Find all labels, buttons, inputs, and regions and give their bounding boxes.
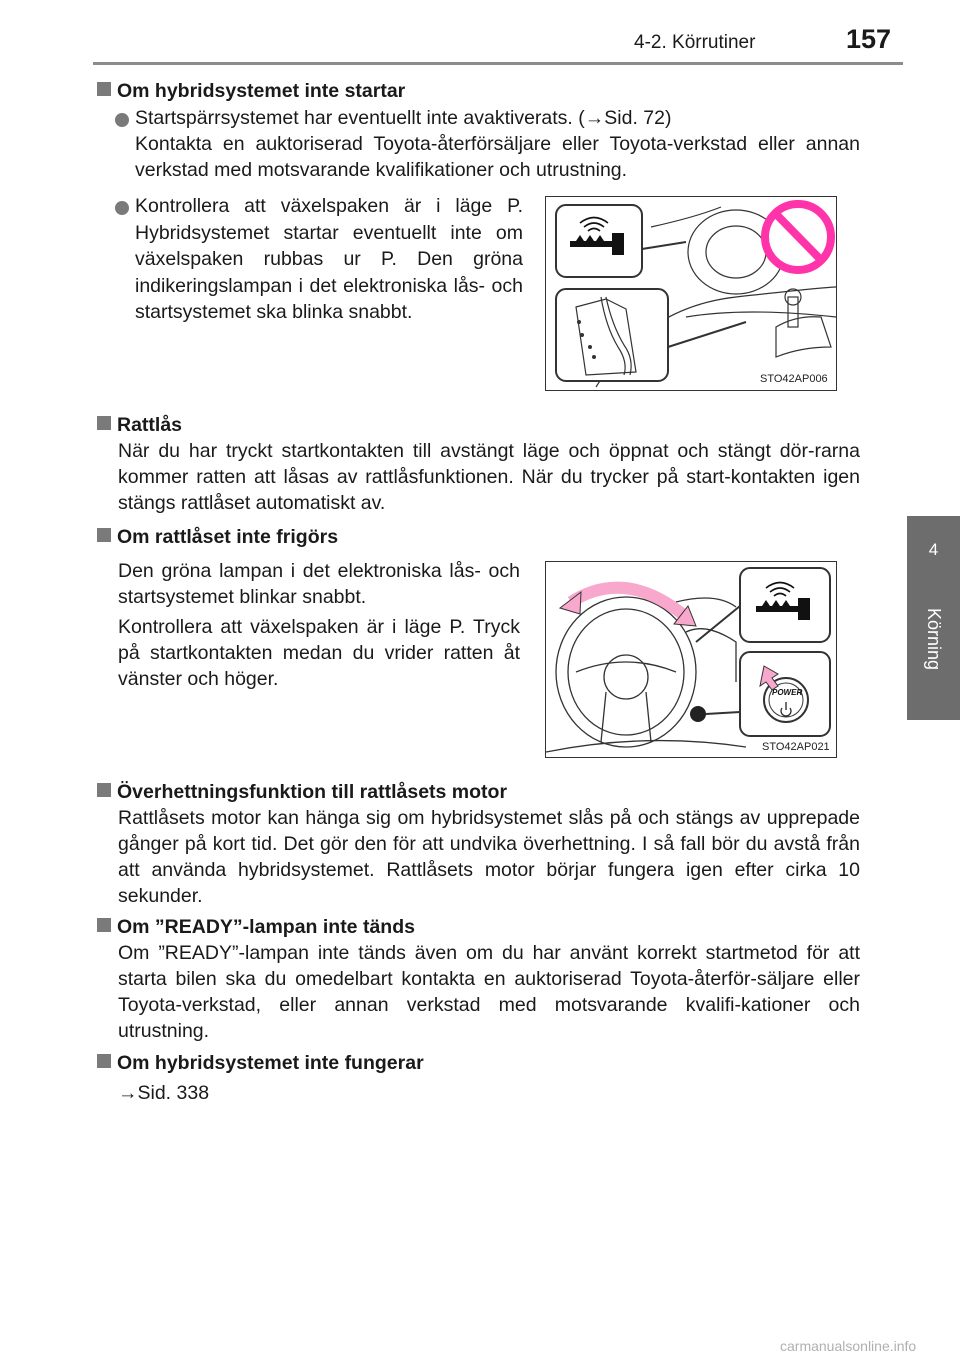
square-bullet-icon bbox=[97, 918, 111, 932]
section-heading: Rattlås bbox=[97, 412, 182, 438]
figure-code: STO42AP021 bbox=[762, 741, 830, 753]
figure-code: STO42AP006 bbox=[760, 373, 828, 385]
section-body: Om ”READY”-lampan inte tänds även om du har använt korrekt startmetod för att starta bilen ska du omedelbart kontakta en auktoriserad Toyota-återför-säljare eller Toyota-verkstad, eller annan verkstad med motsvarande kvalifi-kationer och utrustning. bbox=[118, 942, 860, 1042]
section-title: 4-2. Körrutiner bbox=[634, 32, 756, 53]
section-heading: Om hybridsystemet inte startar bbox=[97, 78, 405, 104]
header-rule bbox=[93, 62, 903, 65]
square-bullet-icon bbox=[97, 82, 111, 96]
section-heading: Om rattlåset inte frigörs bbox=[97, 524, 338, 550]
section-heading: Om hybridsystemet inte fungerar bbox=[97, 1050, 424, 1076]
page-reference: →Sid. 338 bbox=[118, 1082, 210, 1104]
round-bullet-icon bbox=[115, 201, 129, 215]
square-bullet-icon bbox=[97, 1054, 111, 1068]
section-body: Rattlåsets motor kan hänga sig om hybridsystemet slås på och stängs av upprepade gånger på kort tid. Det gör den för att undvika överhettning. I så fall bör du avstå från att använda hybridsystemet. Rattlåsets motor börjar fungera igen efter cirka 10 sekunder. bbox=[118, 807, 860, 907]
square-bullet-icon bbox=[97, 783, 111, 797]
steering-wheel-illustration bbox=[546, 562, 836, 757]
chapter-label-tab bbox=[907, 596, 960, 720]
square-bullet-icon bbox=[97, 416, 111, 430]
bullet-text: Startspärrsystemet har eventuellt inte avaktiverats. (→Sid. 72) bbox=[135, 107, 672, 129]
shift-lever-illustration bbox=[546, 197, 836, 390]
chapter-number: 4 bbox=[928, 540, 939, 559]
section-heading: Om ”READY”-lampan inte tänds bbox=[97, 914, 415, 940]
chapter-label: Körning bbox=[924, 608, 944, 671]
figure-steering-wheel bbox=[545, 561, 837, 758]
bullet-text-continued: Kontakta en auktoriserad Toyota-återförsäljare eller Toyota-verkstad eller annan verkstad med motsvarande kvalifikationer och utrustning. bbox=[135, 133, 860, 181]
bullet-text: Kontrollera att växelspaken är i läge P. Hybridsystemet startar eventuellt inte om växelspaken rubbas ur P. Den gröna indikeringslampan i det elektroniska lås- och startsystemet ska blinka snabbt. bbox=[135, 195, 523, 323]
section-body: Den gröna lampan i det elektroniska lås- och startsystemet blinkar snabbt. bbox=[118, 560, 520, 608]
square-bullet-icon bbox=[97, 528, 111, 542]
figure-shift-lever bbox=[545, 196, 837, 391]
section-body: När du har tryckt startkontakten till avstängt läge och öppnat och stängt dör-rarna kommer ratten att låsas av rattlåsfunktionen. När du trycker på start-kontakten igen stängs rattlåset automatiskt av. bbox=[118, 440, 860, 514]
page-number: 157 bbox=[846, 24, 892, 54]
section-body: Kontrollera att växelspaken är i läge P. Tryck på startkontakten medan du vrider ratten åt vänster och höger. bbox=[118, 616, 520, 690]
watermark: carmanualsonline.info bbox=[780, 1338, 917, 1354]
round-bullet-icon bbox=[115, 113, 129, 127]
section-heading: Överhettningsfunktion till rattlåsets motor bbox=[97, 779, 507, 805]
power-button-label: POWER bbox=[772, 688, 803, 697]
